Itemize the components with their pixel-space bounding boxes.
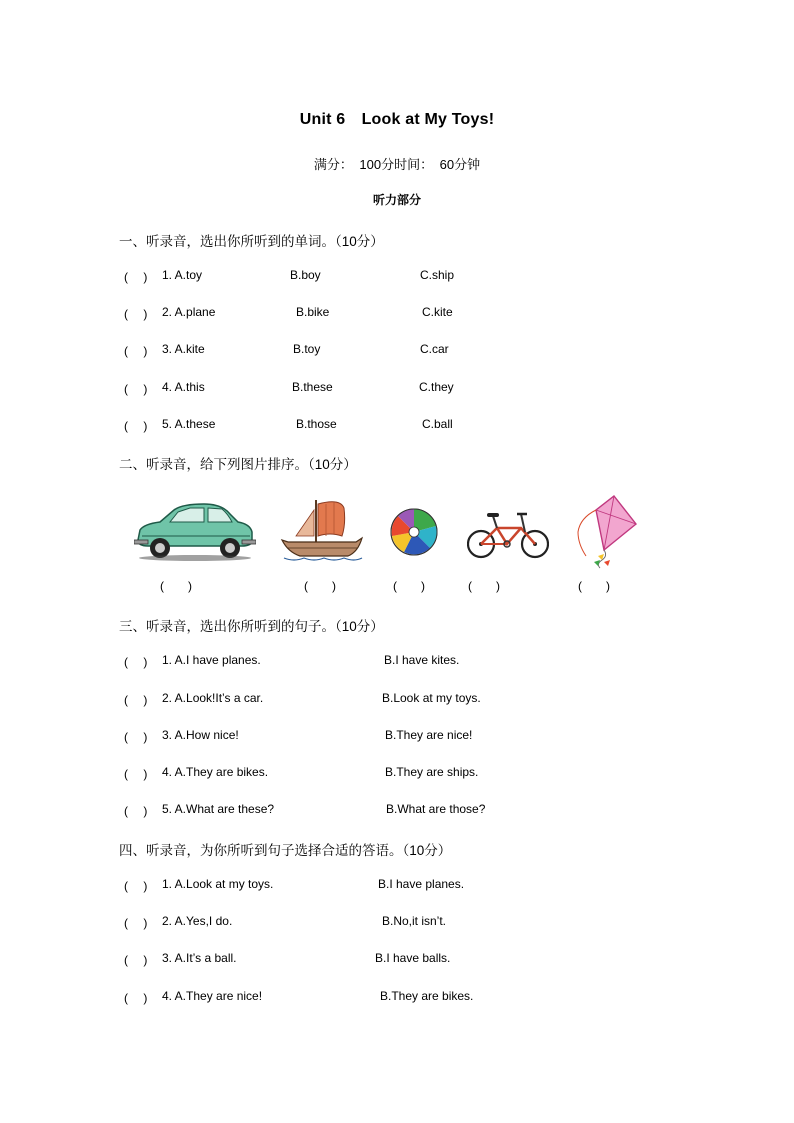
- option-a: 3. A.How nice!: [162, 728, 239, 742]
- answer-blank[interactable]: ( ): [124, 953, 148, 967]
- listening-section-label: 听力部分: [372, 193, 421, 207]
- answer-blank[interactable]: ( ): [124, 730, 148, 744]
- car-icon: [134, 500, 256, 562]
- option-b: B.They are bikes.: [380, 989, 474, 1003]
- answer-blank[interactable]: ( ): [124, 307, 148, 321]
- answer-blank[interactable]: ( ): [124, 916, 148, 930]
- option-b: B.What are those?: [386, 802, 486, 816]
- option-a: 2. A.Look!It’s a car.: [162, 691, 264, 705]
- bike-icon: [467, 506, 549, 560]
- option-a: 1. A.toy: [162, 268, 203, 282]
- answer-blank[interactable]: ( ): [124, 655, 148, 669]
- option-a: 4. A.They are bikes.: [162, 765, 269, 779]
- option-b: B.these: [292, 380, 333, 394]
- answer-blank[interactable]: ( ): [124, 344, 148, 358]
- option-b: B.bike: [296, 305, 330, 319]
- option-a: 2. A.plane: [162, 305, 216, 319]
- answer-blank[interactable]: ( ): [124, 991, 148, 1005]
- answer-blank[interactable]: ( ): [124, 382, 148, 396]
- option-b: B.I have planes.: [378, 877, 465, 891]
- answer-blank[interactable]: ( ): [124, 419, 148, 433]
- answer-blank[interactable]: ( ): [124, 693, 148, 707]
- answer-blank[interactable]: ( ): [124, 767, 148, 781]
- option-b: B.toy: [293, 342, 321, 356]
- answer-blank[interactable]: ( ): [124, 804, 148, 818]
- answer-blank[interactable]: ( ): [124, 879, 148, 893]
- option-a: 2. A.Yes,I do.: [162, 914, 233, 928]
- kite-answer-blank[interactable]: ( ): [578, 579, 610, 593]
- page-title: Unit 6 Look at My Toys!: [299, 111, 495, 128]
- ship-icon: [280, 496, 364, 566]
- ball-icon: [390, 508, 438, 556]
- ship-answer-blank[interactable]: ( ): [304, 579, 336, 593]
- option-a: 5. A.these: [162, 417, 216, 431]
- option-b: B.They are nice!: [385, 728, 473, 742]
- car-answer-blank[interactable]: ( ): [160, 579, 192, 593]
- option-a: 4. A.this: [162, 380, 205, 394]
- option-a: 3. A.kite: [162, 342, 205, 356]
- part1-heading: 一、听录音，选出你所听到的单词。（10分）: [119, 234, 384, 249]
- score-time-line: 满分： 100分时间： 60分钟: [313, 157, 481, 172]
- option-a: 3. A.It’s a ball.: [162, 951, 237, 965]
- option-a: 5. A.What are these?: [162, 802, 275, 816]
- option-c: C.car: [420, 342, 449, 356]
- option-c: C.ship: [420, 268, 455, 282]
- option-b: B.No,it isn’t.: [382, 914, 447, 928]
- option-b: B.I have balls.: [375, 951, 451, 965]
- part3-heading: 三、听录音，选出你所听到的句子。（10分）: [119, 619, 384, 634]
- option-c: C.ball: [422, 417, 453, 431]
- option-b: B.boy: [290, 268, 321, 282]
- option-a: 4. A.They are nice!: [162, 989, 263, 1003]
- option-b: B.Look at my toys.: [382, 691, 481, 705]
- kite-icon: [574, 494, 640, 570]
- part4-heading: 四、听录音，为你所听到句子选择合适的答语。（10分）: [119, 843, 452, 858]
- option-a: 1. A.Look at my toys.: [162, 877, 274, 891]
- ball-answer-blank[interactable]: ( ): [393, 579, 425, 593]
- part2-heading: 二、听录音，给下列图片排序。（10分）: [119, 457, 357, 472]
- option-c: C.they: [419, 380, 454, 394]
- option-a: 1. A.I have planes.: [162, 653, 261, 667]
- option-b: B.those: [296, 417, 337, 431]
- option-b: B.They are ships.: [385, 765, 479, 779]
- bike-answer-blank[interactable]: ( ): [468, 579, 500, 593]
- option-b: B.I have kites.: [384, 653, 460, 667]
- answer-blank[interactable]: ( ): [124, 270, 148, 284]
- option-c: C.kite: [422, 305, 453, 319]
